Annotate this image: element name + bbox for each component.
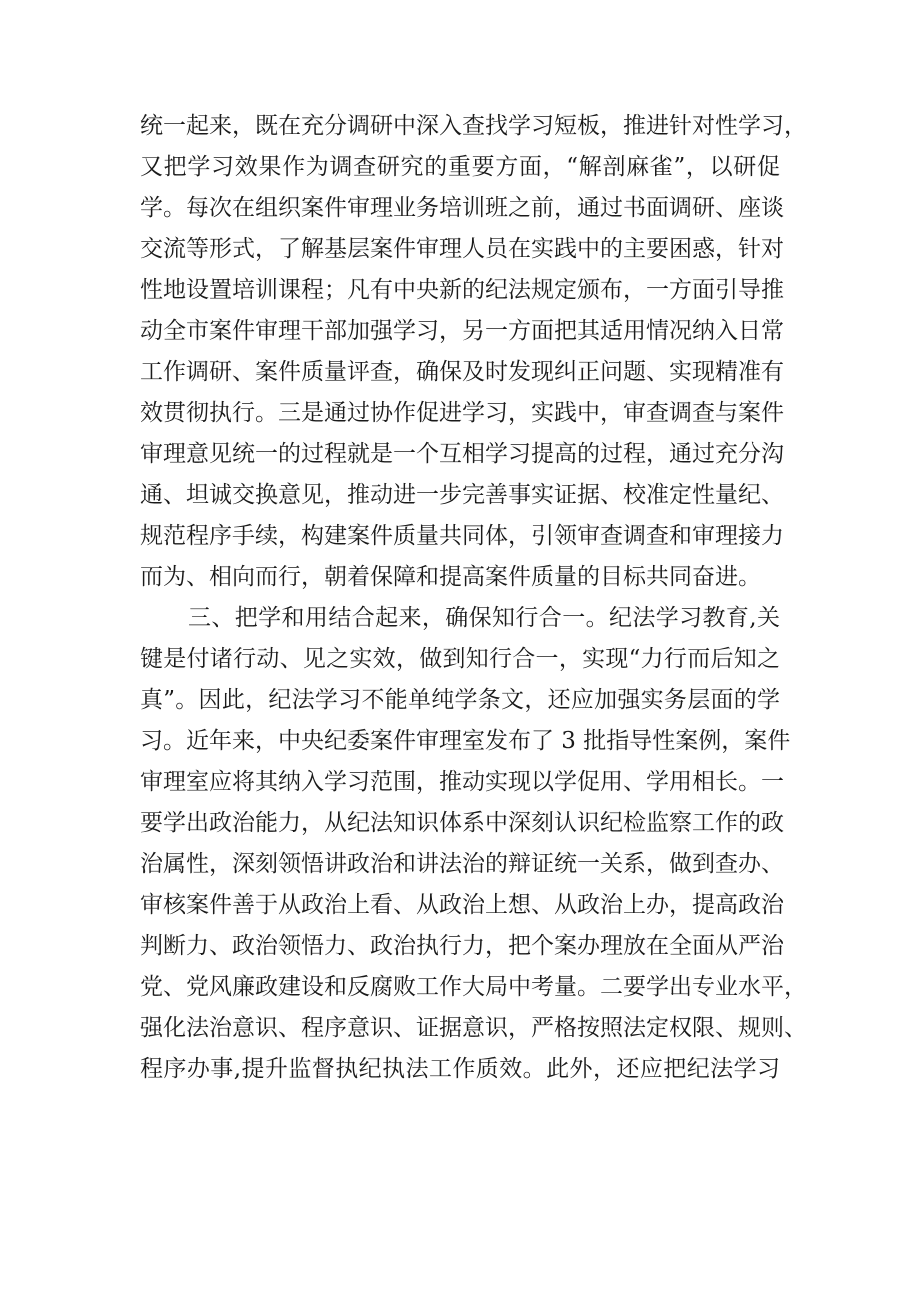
text-line: 审核案件善于从政治上看、从政治上想、从政治上办，提高政治 bbox=[140, 892, 784, 918]
text-line: 审理室应将其纳入学习范围，推动实现以学促用、学用相长。一 bbox=[140, 769, 784, 795]
text-line: 又把学习效果作为调查研究的重要方面，“解剖麻雀”，以研促 bbox=[140, 154, 780, 180]
text-line: 键是付诸行动、见之实效，做到知行合一，实现“力行而后知之 bbox=[140, 646, 780, 672]
paragraph-end-line: 而为、相向而行，朝着保障和提高案件质量的目标共同奋进。 bbox=[140, 564, 761, 590]
text-line: 交流等形式，了解基层案件审理人员在实践中的主要困惑，针对 bbox=[140, 236, 784, 262]
text-line: 真”。因此，纪法学习不能单纯学条文，还应加强实务层面的学 bbox=[140, 687, 780, 713]
text-line: 程序办事,提升监督执纪执法工作质效。此外，还应把纪法学习 bbox=[140, 1056, 780, 1082]
text-line: 判断力、政治领悟力、政治执行力，把个案办理放在全面从严治 bbox=[140, 933, 784, 959]
text-line: 学。每次在组织案件审理业务培训班之前，通过书面调研、座谈 bbox=[140, 195, 784, 221]
text-line: 动全市案件审理干部加强学习，另一方面把其适用情况纳入日常 bbox=[140, 318, 784, 344]
text-line: 要学出政治能力，从纪法知识体系中深刻认识纪检监察工作的政 bbox=[140, 810, 784, 836]
text-line: 强化法治意识、程序意识、证据意识，严格按照法定权限、规则、 bbox=[140, 1015, 807, 1041]
text-line: 习。近年来，中央纪委案件审理室发布了 3 批指导性案例，案件 bbox=[140, 728, 791, 754]
text-line: 治属性，深刻领悟讲政治和讲法治的辩证统一关系，做到查办、 bbox=[140, 851, 784, 877]
text-line: 工作调研、案件质量评查，确保及时发现纠正问题、实现精准有 bbox=[140, 359, 784, 385]
text-line: 通、坦诚交换意见，推动进一步完善事实证据、校准定性量纪、 bbox=[140, 482, 784, 508]
section-heading-line: 三、把学和用结合起来，确保知行合一。纪法学习教育,关 bbox=[188, 605, 780, 631]
text-line: 党、党风廉政建设和反腐败工作大局中考量。二要学出专业水平， bbox=[140, 974, 807, 1000]
text-line: 审理意见统一的过程就是一个互相学习提高的过程，通过充分沟 bbox=[140, 441, 784, 467]
body-text bbox=[140, 106, 807, 1090]
text-line: 统一起来，既在充分调研中深入查找学习短板，推进针对性学习， bbox=[140, 113, 807, 139]
text-line: 规范程序手续，构建案件质量共同体，引领审查调查和审理接力 bbox=[140, 523, 784, 549]
text-line: 性地设置培训课程；凡有中央新的纪法规定颁布，一方面引导推 bbox=[140, 277, 784, 303]
text-line: 效贯彻执行。三是通过协作促进学习，实践中，审查调查与案件 bbox=[140, 400, 784, 426]
